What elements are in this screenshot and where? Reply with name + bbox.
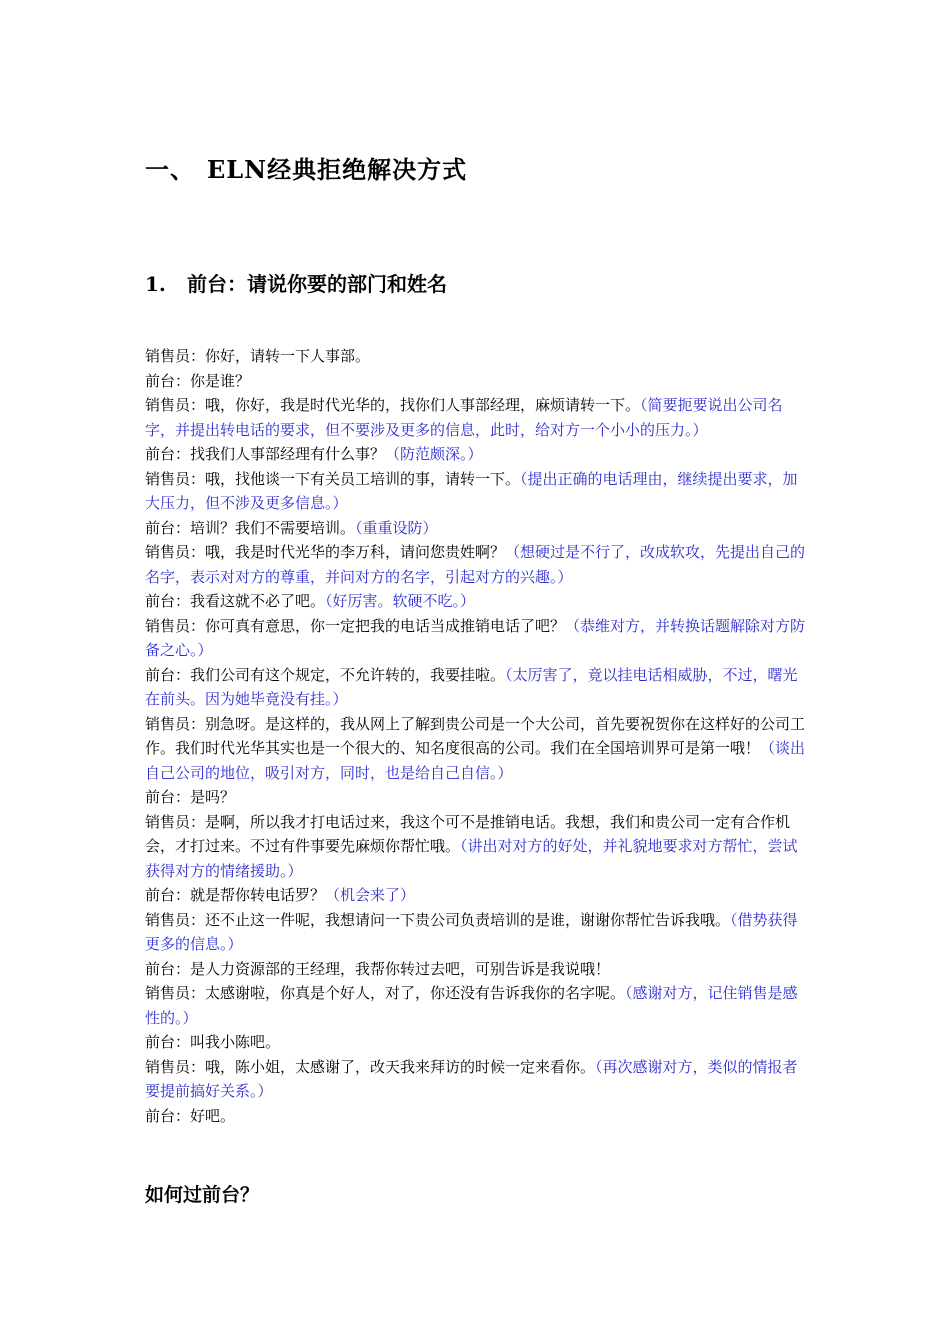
dialogue-text: 销售员：哦，陈小姐，太感谢了，改天我来拜访的时候一定来看你。 — [145, 1057, 596, 1076]
dialogue-note: （讲出对对方的好处，并礼貌地要求对方帮忙，尝试获得对方的情绪援助。） — [145, 837, 798, 880]
section-title: ELN经典拒绝解决方式 — [207, 155, 468, 184]
dialogue-line — [145, 442, 811, 467]
dialogue-text: 销售员：还不止这一件呢，我想请问一下贵公司负责培训的是谁，谢谢你帮忙告诉我哦。 — [145, 910, 731, 929]
dialogue-note: （机会来了） — [325, 886, 416, 904]
dialogue-text: 前台：培训？我们不需要培训。 — [145, 518, 356, 537]
dialogue-line — [145, 1055, 811, 1104]
dialogue-line — [145, 712, 811, 786]
dialogue-note: （再次感谢对方，类似的情报者要提前搞好关系。） — [145, 1057, 798, 1100]
dialogue-line — [145, 369, 811, 394]
dialogue-text: 销售员：你可真有意思，你一定把我的电话当成推销电话了吧？ — [145, 616, 566, 635]
dialogue-text: 销售员：哦，我是时代光华的李万科，请问您贵姓啊？ — [145, 543, 506, 561]
dialogue-line — [145, 540, 811, 589]
dialogue-text: 前台：找我们人事部经理有什么事？ — [145, 445, 386, 463]
dialogue-text: 前台：你是谁？ — [145, 371, 251, 390]
dialogue-text: 前台：是吗？ — [145, 788, 236, 806]
dialogue-line — [145, 614, 811, 663]
subsection-heading — [145, 268, 447, 297]
dialogue-line — [145, 344, 811, 369]
dialogue-text: 前台：好吧。 — [145, 1106, 236, 1125]
section-number: 一、 — [145, 155, 195, 184]
dialogue-note: （好厉害。软硬不吃。） — [325, 592, 476, 610]
dialogue-note: （简要扼要说出公司名字，并提出转电话的要求，但不要涉及更多的信息，此时，给对方一个小小的压力。） — [145, 396, 783, 439]
dialogue-text: 销售员：太感谢啦，你真是个好人，对了，你还没有告诉我你的名字呢。 — [145, 984, 626, 1002]
question-heading: 如何过前台？ — [145, 1184, 260, 1206]
dialogue-line — [145, 589, 811, 614]
subsection-title: 前台：请说你要的部门和姓名 — [187, 272, 447, 296]
dialogue-text: 销售员：是啊，所以我才打电话过来，我这个可不是推销电话。我想，我们和贵公司一定有合作机会，才打过来。不过有件事要先麻烦你帮忙哦。 — [145, 812, 791, 855]
dialogue-note: （恭维对方，并转换话题解除对方防备之心。） — [145, 616, 806, 659]
subsection-number: 1. — [145, 272, 166, 296]
dialogue-note: （提出正确的电话理由，继续提出要求，加大压力，但不涉及更多信息。） — [145, 469, 798, 512]
dialogue-line — [145, 663, 811, 712]
dialogue-note: （想硬过是不行了，改成软攻，先提出自己的名字，表示对对方的尊重，并问对方的名字，引起对方的兴趣。） — [145, 543, 806, 586]
dialogue-note: （太厉害了，竟以挂电话相威胁，不过，曙光在前头。因为她毕竟没有挂。） — [145, 665, 798, 708]
dialogue-line — [145, 467, 811, 516]
dialogue-text: 销售员：哦，你好，我是时代光华的，找你们人事部经理，麻烦请转一下。 — [145, 396, 641, 414]
dialogue-line — [145, 908, 811, 957]
dialogue-body — [145, 344, 811, 1128]
dialogue-note: （防范颇深。） — [385, 445, 483, 463]
dialogue-note: （谈出自己公司的地位，吸引对方，同时，也是给自己自信。） — [145, 739, 806, 782]
dialogue-line — [145, 1030, 811, 1055]
dialogue-text: 前台：叫我小陈吧。 — [145, 1033, 281, 1051]
section-heading — [145, 150, 467, 185]
dialogue-text: 销售员：哦，找他谈一下有关员工培训的事，请转一下。 — [145, 469, 521, 488]
dialogue-text: 前台：我们公司有这个规定，不允许转的，我要挂啦。 — [145, 665, 506, 684]
dialogue-line — [145, 1104, 811, 1129]
dialogue-text: 前台：是人力资源部的王经理，我帮你转过去吧，可别告诉是我说哦！ — [145, 959, 611, 978]
dialogue-text: 前台：就是帮你转电话罗？ — [145, 886, 326, 904]
dialogue-line — [145, 981, 811, 1030]
dialogue-line — [145, 883, 811, 908]
dialogue-line — [145, 393, 811, 442]
dialogue-line — [145, 516, 811, 541]
dialogue-text: 前台：我看这就不必了吧。 — [145, 592, 326, 610]
dialogue-line — [145, 785, 811, 810]
dialogue-line — [145, 957, 811, 982]
dialogue-text: 销售员：你好，请转一下人事部。 — [145, 347, 371, 365]
dialogue-text: 销售员：别急呀。是这样的，我从网上了解到贵公司是一个大公司，首先要祝贺你在这样好的公司工作。我们时代光华其实也是一个很大的、知名度很高的公司。我们在全国培训界可是第一哦！ — [145, 714, 806, 757]
dialogue-note: （借势获得更多的信息。） — [145, 910, 798, 953]
dialogue-line — [145, 810, 811, 884]
dialogue-note: （重重设防） — [355, 518, 438, 537]
dialogue-note: （感谢对方，记住销售是感性的。） — [145, 984, 798, 1027]
